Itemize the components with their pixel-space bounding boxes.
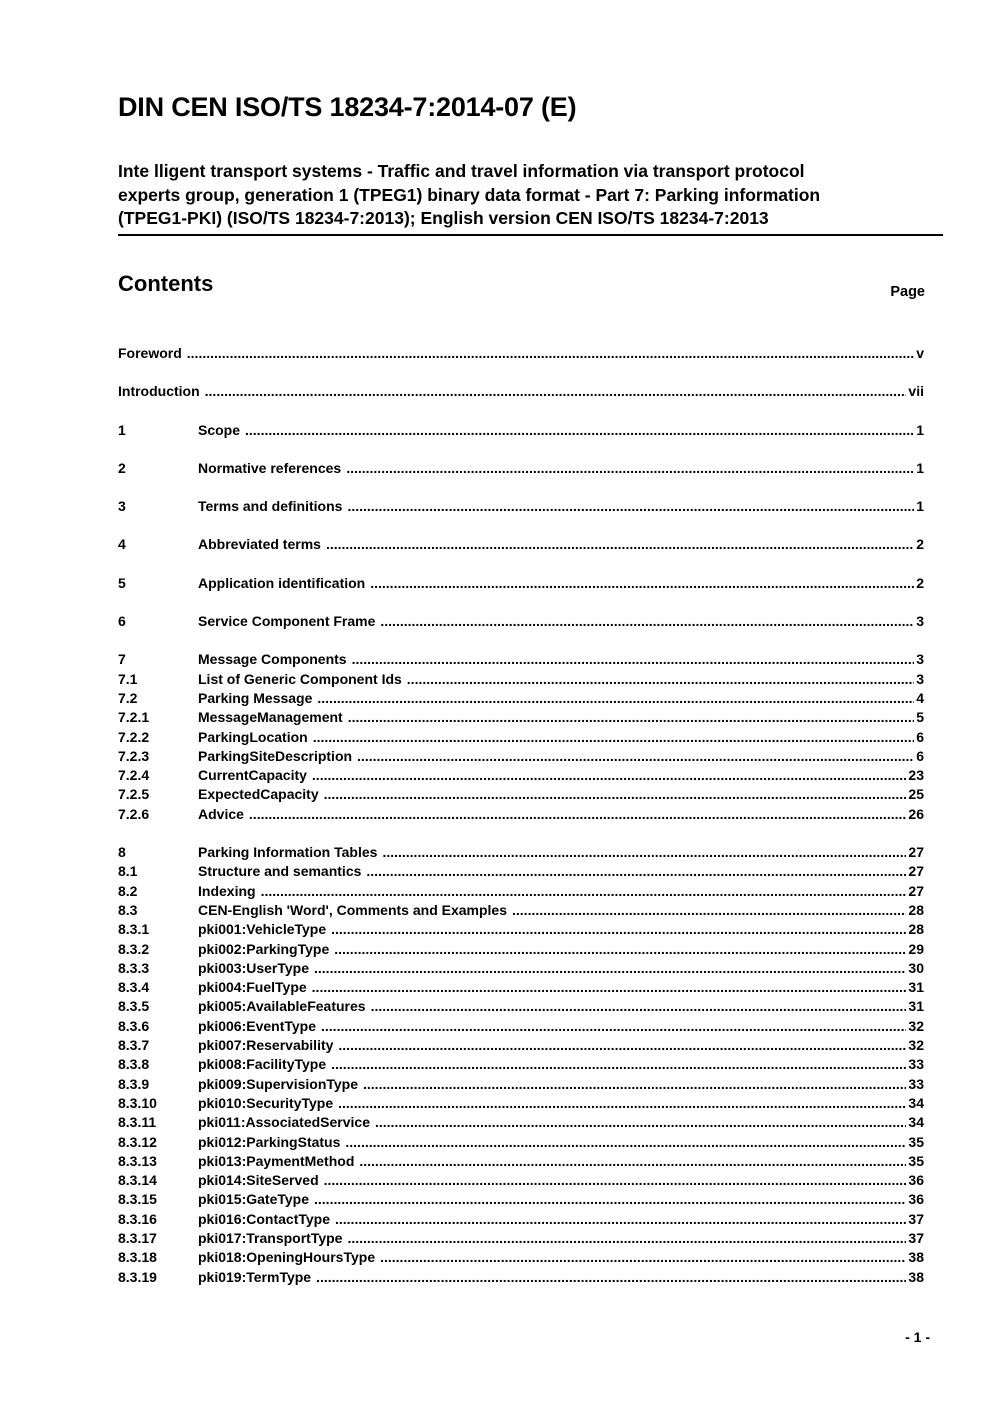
toc-entry-page: v bbox=[916, 345, 924, 361]
toc-entry-page: 27 bbox=[908, 863, 924, 880]
toc-leader-dots bbox=[338, 1094, 906, 1113]
toc-entry-page: 38 bbox=[908, 1268, 924, 1285]
toc-entry-number: 7.2.2 bbox=[118, 728, 150, 745]
doc-title-line: Inte lligent transport systems - Traffic and travel information via transport protocol bbox=[118, 161, 805, 181]
toc-leader-dots bbox=[261, 882, 907, 901]
toc-entry-title: pki011:AssociatedService bbox=[198, 1114, 370, 1131]
toc-row bbox=[118, 1152, 924, 1171]
toc-row bbox=[118, 766, 924, 785]
toc-entry-page: 28 bbox=[908, 901, 924, 918]
toc-entry-page: 33 bbox=[908, 1075, 924, 1092]
toc-leader-dots bbox=[331, 920, 906, 939]
toc-entry-page: 2 bbox=[916, 536, 924, 553]
toc-entry-title: ParkingSiteDescription bbox=[198, 747, 353, 764]
toc-entry-page: 23 bbox=[908, 767, 924, 784]
toc-entry-number: 8.3.10 bbox=[118, 1094, 157, 1111]
toc-entry-number: 8.1 bbox=[118, 863, 138, 880]
toc-row bbox=[118, 1113, 924, 1132]
toc-entry-number: 7.2.3 bbox=[118, 747, 150, 764]
toc-entry-number: 8.3.5 bbox=[118, 998, 150, 1015]
toc-entry-title: pki005:AvailableFeatures bbox=[198, 998, 366, 1015]
toc-entry-page: 37 bbox=[908, 1210, 924, 1227]
doc-title-line: (TPEG1-PKI) (ISO/TS 18234-7:2013); English version CEN ISO/TS 18234-7:2013 bbox=[118, 208, 769, 228]
toc-leader-dots bbox=[345, 1133, 906, 1152]
toc-row bbox=[118, 574, 924, 593]
toc-entry-number: 8.3.17 bbox=[118, 1229, 157, 1246]
toc-entry-title: Terms and definitions bbox=[198, 498, 343, 515]
toc-entry-number: 8.3.19 bbox=[118, 1268, 157, 1285]
toc-entry-number: 8 bbox=[118, 844, 126, 861]
toc-group bbox=[118, 650, 924, 824]
toc-entry-page: 6 bbox=[916, 728, 924, 745]
toc-leader-dots bbox=[366, 862, 906, 881]
toc-entry-title: ExpectedCapacity bbox=[198, 786, 319, 803]
toc-entry-page: 30 bbox=[908, 959, 924, 976]
toc-group bbox=[118, 344, 924, 363]
toc-entry-number: 7.2.4 bbox=[118, 767, 150, 784]
toc-entry-page: 28 bbox=[908, 921, 924, 938]
toc-leader-dots bbox=[347, 497, 914, 516]
toc-leader-dots bbox=[326, 535, 914, 554]
toc-group bbox=[118, 843, 924, 1287]
toc-entry-number: 7.2.6 bbox=[118, 805, 150, 822]
toc-row bbox=[118, 344, 924, 363]
toc-entry-page: 34 bbox=[908, 1114, 924, 1131]
toc-entry-number: 7.2 bbox=[118, 689, 138, 706]
toc-entry-number: 7 bbox=[118, 651, 126, 668]
toc-entry-title: pki010:SecurityType bbox=[198, 1094, 334, 1111]
toc-leader-dots bbox=[312, 978, 907, 997]
toc-row bbox=[118, 1075, 924, 1094]
toc-leader-dots bbox=[312, 766, 907, 785]
toc-row bbox=[118, 1094, 924, 1113]
toc-entry-title: pki003:UserType bbox=[198, 959, 310, 976]
toc-leader-dots bbox=[316, 1268, 906, 1287]
toc-entry-number: 6 bbox=[118, 613, 126, 630]
toc-row bbox=[118, 940, 924, 959]
toc-entry-number: 2 bbox=[118, 459, 126, 476]
toc-row bbox=[118, 997, 924, 1016]
toc-entry-page: 27 bbox=[908, 844, 924, 861]
toc-leader-dots bbox=[382, 843, 906, 862]
toc-entry-title: Application identification bbox=[198, 574, 366, 591]
doc-title-line: experts group, generation 1 (TPEG1) binary data format - Part 7: Parking information bbox=[118, 184, 821, 205]
toc-leader-dots bbox=[313, 728, 915, 747]
toc-leader-dots bbox=[249, 805, 907, 824]
toc-leader-dots bbox=[380, 1248, 906, 1267]
toc-row bbox=[118, 689, 924, 708]
toc-row bbox=[118, 1268, 924, 1287]
toc-leader-dots bbox=[324, 785, 907, 804]
page-column-label: Page bbox=[890, 284, 925, 300]
toc-entry-page: 1 bbox=[916, 421, 924, 438]
toc-entry-title: Normative references bbox=[198, 459, 342, 476]
toc-row bbox=[118, 1133, 924, 1152]
toc-entry-page: 3 bbox=[916, 651, 924, 668]
toc-entry-number: 8.3.16 bbox=[118, 1210, 157, 1227]
toc-entry-title: Parking Information Tables bbox=[198, 844, 378, 861]
toc-row bbox=[118, 978, 924, 997]
toc-leader-dots bbox=[324, 1171, 907, 1190]
toc-leader-dots bbox=[352, 650, 915, 669]
toc-leader-dots bbox=[370, 574, 914, 593]
toc-entry-title: pki018:OpeningHoursType bbox=[198, 1249, 376, 1266]
toc-leader-dots bbox=[331, 1055, 906, 1074]
toc-entry-number: 8.3 bbox=[118, 901, 138, 918]
toc-leader-dots bbox=[314, 1190, 906, 1209]
toc-entry-number: 5 bbox=[118, 574, 126, 591]
toc-entry-page: 3 bbox=[916, 670, 924, 687]
toc-entry-title: Advice bbox=[198, 805, 244, 822]
toc-entry-page: 27 bbox=[908, 882, 924, 899]
toc-entry-number: 8.3.6 bbox=[118, 1017, 150, 1034]
toc-entry-number: 8.3.7 bbox=[118, 1037, 150, 1054]
toc-leader-dots bbox=[334, 940, 906, 959]
toc-entry-title: pki001:VehicleType bbox=[198, 921, 327, 938]
toc-entry-page: vii bbox=[908, 383, 924, 400]
toc-entry-number: 8.3.14 bbox=[118, 1172, 157, 1189]
toc-entry-title: CurrentCapacity bbox=[198, 767, 307, 784]
toc-entry-number: 1 bbox=[118, 421, 126, 438]
toc-entry-page: 31 bbox=[908, 979, 924, 996]
toc-entry-page: 35 bbox=[908, 1133, 924, 1150]
toc-group bbox=[118, 497, 924, 516]
toc-entry-page: 38 bbox=[908, 1249, 924, 1266]
toc-entry-number: 8.3.18 bbox=[118, 1249, 157, 1266]
toc-row bbox=[118, 1248, 924, 1267]
toc-entry-title: pki004:FuelType bbox=[198, 979, 307, 996]
toc-entry-title: pki008:FacilityType bbox=[198, 1056, 327, 1073]
toc-leader-dots bbox=[338, 1036, 906, 1055]
doc-title-block bbox=[118, 160, 943, 236]
toc-leader-dots bbox=[321, 1017, 906, 1036]
toc-entry-title: Scope bbox=[198, 421, 241, 438]
toc-row bbox=[118, 747, 924, 766]
toc-entry-page: 25 bbox=[908, 786, 924, 803]
toc-entry-title: Introduction bbox=[118, 383, 200, 400]
toc-list bbox=[118, 344, 924, 1287]
toc-entry-number: 8.3.15 bbox=[118, 1191, 157, 1208]
toc-row bbox=[118, 959, 924, 978]
toc-entry-number: 8.3.11 bbox=[118, 1114, 157, 1131]
toc-group bbox=[118, 612, 924, 631]
toc-leader-dots bbox=[363, 1075, 906, 1094]
toc-row bbox=[118, 785, 924, 804]
toc-leader-dots bbox=[357, 747, 914, 766]
toc-row bbox=[118, 805, 924, 824]
toc-entry-title: pki017:TransportType bbox=[198, 1229, 343, 1246]
toc-entry-number: 8.3.8 bbox=[118, 1056, 150, 1073]
toc-row bbox=[118, 843, 924, 862]
toc-entry-number: 3 bbox=[118, 498, 126, 515]
toc-group bbox=[118, 382, 924, 401]
toc-entry-number: 8.2 bbox=[118, 882, 138, 899]
toc-leader-dots bbox=[371, 997, 907, 1016]
toc-entry-title: Abbreviated terms bbox=[198, 536, 321, 553]
toc-row bbox=[118, 1017, 924, 1036]
toc-row bbox=[118, 650, 924, 669]
toc-row bbox=[118, 670, 924, 689]
toc-row bbox=[118, 1190, 924, 1209]
toc-entry-title: pki014:SiteServed bbox=[198, 1172, 319, 1189]
toc-entry-page: 36 bbox=[908, 1172, 924, 1189]
toc-row bbox=[118, 728, 924, 747]
toc-leader-dots bbox=[347, 1229, 906, 1248]
toc-entry-page: 5 bbox=[916, 709, 924, 726]
toc-leader-dots bbox=[205, 382, 907, 401]
toc-entry-title: Structure and semantics bbox=[198, 863, 362, 880]
toc-entry-title: pki016:ContactType bbox=[198, 1210, 330, 1227]
toc-leader-dots bbox=[380, 612, 914, 631]
toc-row bbox=[118, 708, 924, 727]
toc-row bbox=[118, 459, 924, 478]
toc-entry-title: pki009:SupervisionType bbox=[198, 1075, 359, 1092]
doc-code-heading: DIN CEN ISO/TS 18234-7:2014-07 (E) bbox=[118, 92, 577, 122]
toc-row bbox=[118, 1055, 924, 1074]
toc-entry-page: 1 bbox=[916, 498, 924, 515]
toc-entry-number: 8.3.9 bbox=[118, 1075, 150, 1092]
toc-entry-number: 7.2.5 bbox=[118, 786, 150, 803]
toc-entry-page: 2 bbox=[916, 574, 924, 591]
toc-entry-title: List of Generic Component Ids bbox=[198, 670, 402, 687]
toc-entry-title: pki015:GateType bbox=[198, 1191, 310, 1208]
toc-entry-page: 6 bbox=[916, 747, 924, 764]
toc-entry-title: pki012:ParkingStatus bbox=[198, 1133, 341, 1150]
toc-entry-title: Service Component Frame bbox=[198, 613, 376, 630]
toc-row bbox=[118, 1210, 924, 1229]
toc-entry-page: 3 bbox=[916, 613, 924, 630]
toc-entry-page: 4 bbox=[916, 689, 924, 706]
toc-entry-page: 29 bbox=[908, 940, 924, 957]
toc-entry-number: 8.3.13 bbox=[118, 1152, 157, 1169]
toc-entry-page: 32 bbox=[908, 1037, 924, 1054]
toc-group bbox=[118, 574, 924, 593]
toc-row bbox=[118, 421, 924, 440]
toc-entry-title: pki013:PaymentMethod bbox=[198, 1152, 355, 1169]
toc-row bbox=[118, 862, 924, 881]
toc-group bbox=[118, 421, 924, 440]
toc-leader-dots bbox=[187, 344, 914, 363]
toc-entry-page: 26 bbox=[908, 805, 924, 822]
toc-row bbox=[118, 901, 924, 920]
contents-heading: Contents bbox=[118, 271, 214, 296]
toc-entry-page: 36 bbox=[908, 1191, 924, 1208]
toc-entry-page: 35 bbox=[908, 1152, 924, 1169]
toc-leader-dots bbox=[348, 708, 914, 727]
toc-row bbox=[118, 535, 924, 554]
toc-entry-number: 8.3.1 bbox=[118, 921, 150, 938]
toc-entry-title: ParkingLocation bbox=[198, 728, 308, 745]
toc-entry-title: Indexing bbox=[198, 882, 256, 899]
toc-entry-title: pki007:Reservability bbox=[198, 1037, 334, 1054]
toc-row bbox=[118, 497, 924, 516]
toc-row bbox=[118, 612, 924, 631]
toc-entry-title: pki002:ParkingType bbox=[198, 940, 330, 957]
toc-entry-number: 8.3.3 bbox=[118, 959, 150, 976]
toc-entry-title: Message Components bbox=[198, 651, 347, 668]
toc-leader-dots bbox=[317, 689, 914, 708]
toc-entry-title: Parking Message bbox=[198, 689, 313, 706]
toc-row bbox=[118, 882, 924, 901]
toc-leader-dots bbox=[245, 421, 914, 440]
toc-leader-dots bbox=[346, 459, 914, 478]
toc-entry-number: 7.2.1 bbox=[118, 709, 150, 726]
toc-entry-page: 31 bbox=[908, 998, 924, 1015]
toc-entry-page: 37 bbox=[908, 1229, 924, 1246]
toc-entry-title: pki006:EventType bbox=[198, 1017, 317, 1034]
toc-entry-title: CEN-English 'Word', Comments and Examples bbox=[198, 901, 508, 918]
toc-entry-number: 8.3.12 bbox=[118, 1133, 157, 1150]
toc-entry-page: 34 bbox=[908, 1094, 924, 1111]
toc-row bbox=[118, 382, 924, 401]
toc-entry-page: 1 bbox=[916, 459, 924, 476]
toc-entry-number: 4 bbox=[118, 536, 126, 553]
toc-leader-dots bbox=[375, 1113, 906, 1132]
toc-row bbox=[118, 1036, 924, 1055]
toc-entry-title: MessageManagement bbox=[198, 709, 343, 726]
toc-group bbox=[118, 459, 924, 478]
toc-entry-title: Foreword bbox=[118, 345, 182, 361]
toc-entry-page: 33 bbox=[908, 1056, 924, 1073]
toc-entry-page: 32 bbox=[908, 1017, 924, 1034]
toc-row bbox=[118, 920, 924, 939]
toc-group bbox=[118, 535, 924, 554]
toc-entry-title: pki019:TermType bbox=[198, 1268, 312, 1285]
toc-entry-number: 7.1 bbox=[118, 670, 138, 687]
footer-page-number: - 1 - bbox=[905, 1329, 930, 1345]
toc-leader-dots bbox=[359, 1152, 906, 1171]
toc-leader-dots bbox=[335, 1210, 906, 1229]
toc-entry-number: 8.3.2 bbox=[118, 940, 150, 957]
toc-leader-dots bbox=[314, 959, 906, 978]
toc-leader-dots bbox=[512, 901, 906, 920]
toc-entry-number: 8.3.4 bbox=[118, 979, 150, 996]
toc-leader-dots bbox=[407, 670, 914, 689]
toc-row bbox=[118, 1171, 924, 1190]
toc-row bbox=[118, 1229, 924, 1248]
